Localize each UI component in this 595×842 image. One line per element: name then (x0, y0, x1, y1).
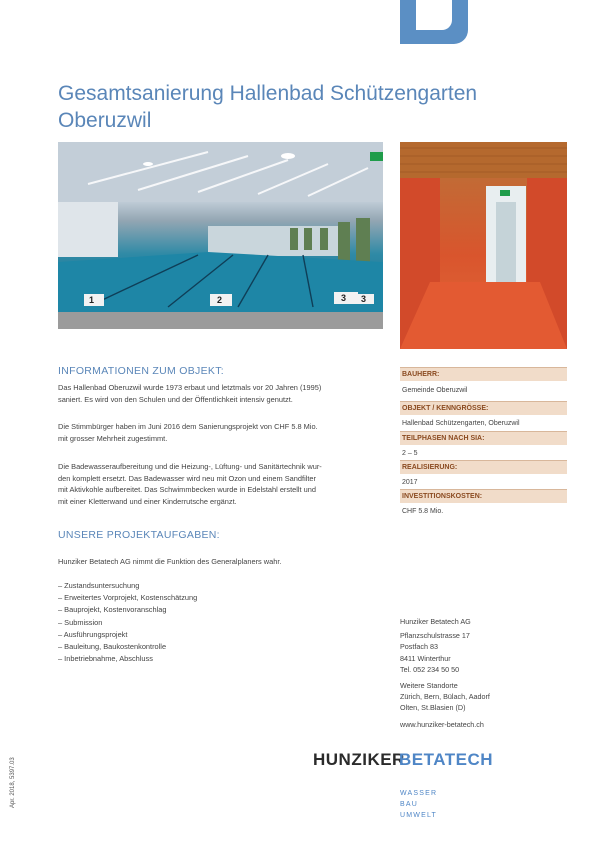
footer-date-code: Apr. 2018, 5397.03 (10, 757, 16, 808)
locations-line1: Zürich, Bern, Bülach, Aadorf (400, 692, 490, 702)
contact-street: Pflanzschulstrasse 17 (400, 631, 470, 641)
info-p3-line4: mit einer Kletterwand und einer Kinderrutsche ergänzt. (58, 496, 237, 506)
tasks-intro: Hunziker Betatech AG nimmt die Funktion des Generalplaners wahr. (58, 557, 282, 566)
photo-indoor-pool (58, 142, 383, 329)
contact-city: 8411 Winterthur (400, 653, 451, 663)
list-item: – Zustandsuntersuchung (58, 581, 140, 590)
logo-mark (400, 0, 468, 44)
info-p2-line2: mit grosser Mehrheit zugestimmt. (58, 433, 168, 443)
fact-value-bauherr: Gemeinde Oberuzwil (402, 387, 468, 394)
list-item: – Submission (58, 617, 103, 627)
fact-value-teilphasen: 2 – 5 (402, 450, 418, 457)
list-item: – Ausführungsprojekt (58, 629, 128, 639)
info-p3-line3: mit Aktivkohle aufbereitet. Das Schwimmbecken wurde in Edelstahl erstellt und (58, 485, 316, 494)
fact-value-realisierung: 2017 (402, 479, 418, 486)
locations-line2: Olten, St.Blasien (D) (400, 703, 466, 713)
tagline-bau: BAU (400, 801, 418, 808)
fact-label-realisierung: REALISIERUNG: (400, 460, 567, 474)
locations-heading: Weitere Standorte (400, 681, 458, 690)
title-line-2: Oberuzwil (58, 109, 152, 132)
fact-label-bauherr: BAUHERR: (400, 367, 567, 381)
contact-locations (400, 680, 490, 714)
lane-number-3a: 3 (341, 293, 347, 303)
info-p3-line1: Die Badewasseraufbereitung und die Heizung-, Lüftung- und Sanitärtechnik wur- (58, 462, 322, 471)
fact-label-teilphasen: TEILPHASEN NACH SIA: (400, 431, 567, 445)
info-p2-line1: Die Stimmbürger haben im Juni 2016 dem Sanierungsprojekt von CHF 5.8 Mio. (58, 422, 318, 431)
contact-address (400, 616, 471, 675)
contact-phone: Tel. 052 234 50 50 (400, 664, 460, 674)
tagline-umwelt: UMWELT (400, 812, 438, 819)
photo-shower-room (400, 142, 567, 349)
website-link[interactable]: www.hunziker-betatech.ch (400, 720, 484, 729)
tasks-heading: UNSERE PROJEKTAUFGABEN: (58, 529, 220, 541)
brand-betatech: BETATECH (399, 750, 494, 769)
page-title (58, 80, 538, 134)
list-item: – Erweitertes Vorprojekt, Kostenschätzung (58, 593, 198, 603)
fact-label-investition: INVESTITIONSKOSTEN: (400, 489, 567, 503)
tagline-wasser: WASSER (400, 790, 438, 797)
lane-number-3b: 3 (361, 294, 367, 304)
contact-pobox: Postfach 83 (400, 642, 438, 652)
info-p3-line2: den komplett ersetzt. Das Badewasser wird neu mit Ozon und einem Sandfilter (58, 473, 316, 483)
list-item: – Bauprojekt, Kostenvoranschlag (58, 605, 167, 615)
fact-value-investition: CHF 5.8 Mio. (402, 508, 444, 515)
contact-company: Hunziker Betatech AG (400, 617, 471, 626)
info-p1-line2: saniert. Es wird von den Schulen und der Öffentlichkeit intensiv genutzt. (58, 394, 293, 404)
info-heading: INFORMATIONEN ZUM OBJEKT: (58, 365, 224, 377)
info-paragraph-3 (58, 461, 388, 507)
brand-hunziker: HUNZIKER (313, 750, 405, 769)
list-item: – Inbetriebnahme, Abschluss (58, 654, 153, 664)
title-line-1: Gesamtsanierung Hallenbad Schützengarten (58, 82, 478, 105)
fact-label-objekt: OBJEKT / KENNGRÖSSE: (400, 401, 567, 415)
shower-illustration (400, 142, 567, 349)
info-paragraph-1 (58, 382, 388, 405)
info-p1-line1: Das Hallenbad Oberuzwil wurde 1973 erbaut und letztmals vor 20 Jahren (1995) (58, 383, 322, 392)
tasks-list (58, 580, 388, 665)
lane-number-1: 1 (89, 295, 95, 305)
fact-value-objekt: Hallenbad Schützengarten, Oberuzwil (402, 420, 520, 427)
list-item: – Bauleitung, Baukostenkontrolle (58, 642, 167, 652)
lane-number-2: 2 (217, 295, 223, 305)
info-paragraph-2 (58, 421, 388, 444)
